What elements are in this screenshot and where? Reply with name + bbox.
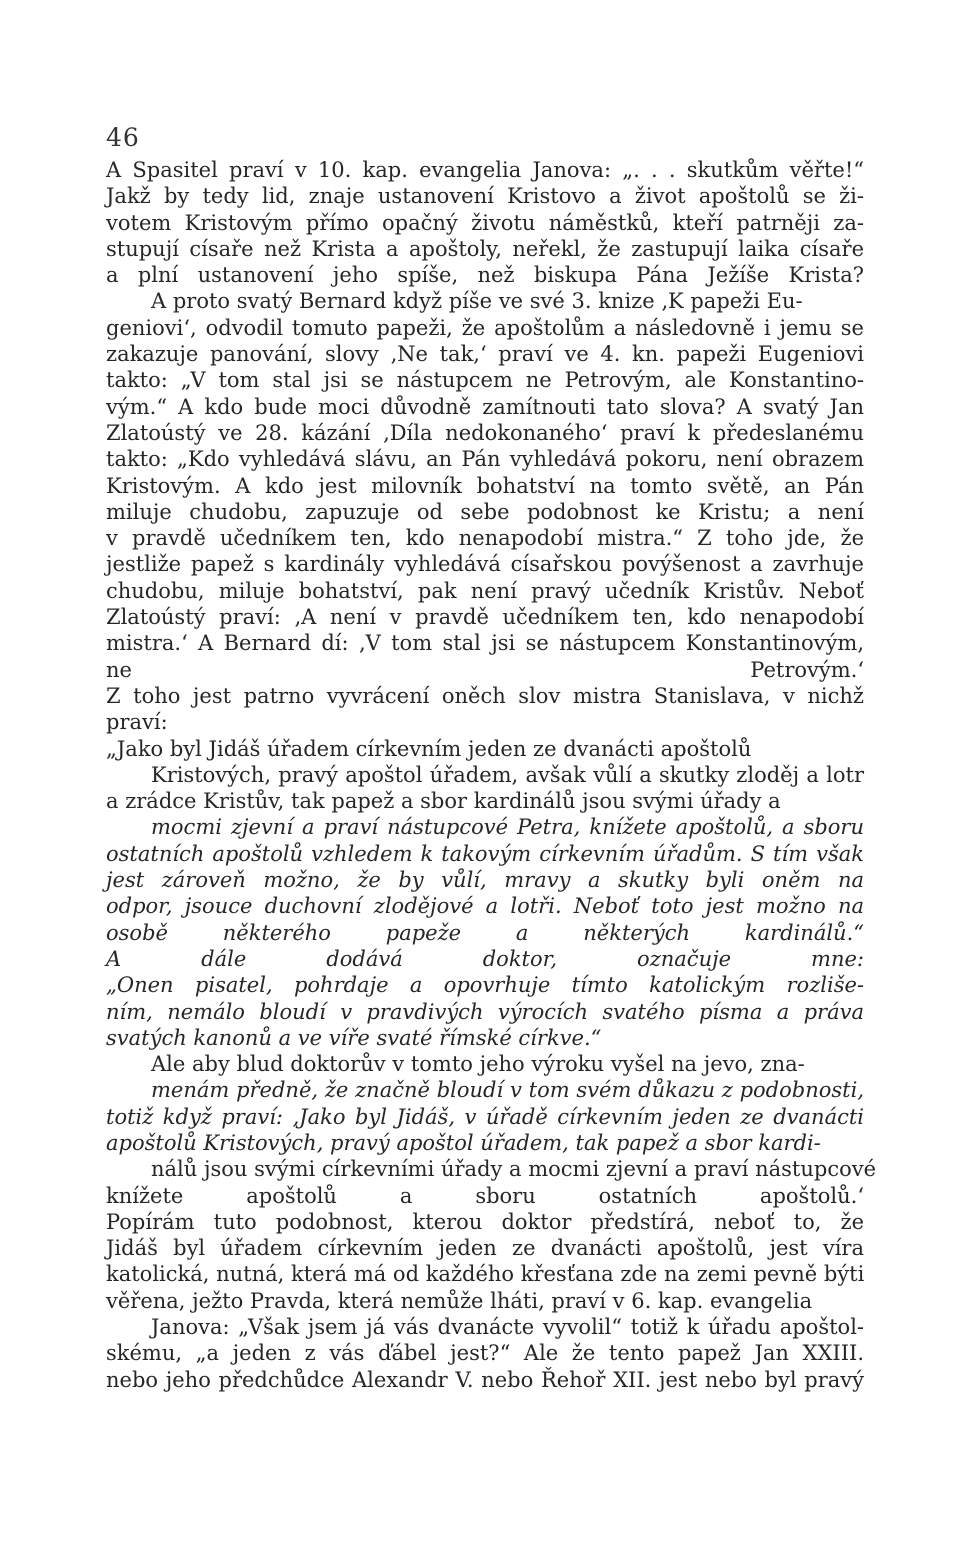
text-line: Zlatoústý praví: ‚A není v pravdě učedníkem ten, kdo nenapodobí (106, 605, 864, 630)
text-line: jest zároveň možno, že by vůlí, mravy a skutky byli oněm na (106, 868, 864, 893)
text-line (106, 1472, 864, 1498)
text-line: geniovi‘, odvodil tomuto papeži, že apoštolům a následovně i jemu se (106, 315, 864, 340)
text-line: Jakž by tedy lid, znaje ustanovení Kristovo a život apoštolů se ži- (106, 184, 864, 209)
text-line: Jidáš byl úřadem církevním jeden ze dvanácti apoštolů, jest víra (106, 1236, 864, 1261)
text-line: Kristovým. A kdo jest milovník bohatství na tomto světě, an Pán (106, 473, 864, 498)
text-line: ne Petrovým.‘ (106, 657, 864, 682)
text-line: chudobu, miluje bohatství, pak není pravý učedník Kristův. Neboť (106, 578, 864, 603)
text-line: Janova: „Však jsem já vás dvanácte vyvolil“ totiž k úřadu apoštol- (151, 1315, 864, 1340)
text-line: miluje chudobu, zapuzuje od sebe podobnost ke Kristu; a není (106, 499, 864, 524)
text-line: vým.“ A kdo bude moci důvodně zamítnouti tato slova? A svatý Jan (106, 394, 864, 419)
text-line: Kristových, pravý apoštol úřadem, avšak vůlí a skutky zloděj a lotr (151, 762, 864, 787)
text-line: takto: „Kdo vyhledává slávu, an Pán vyhledává pokoru, není obrazem (106, 447, 864, 472)
text-line: zakazuje panování, slovy ‚Ne tak,‘ praví ve 4. kn. papeži Eugeniovi (106, 342, 864, 367)
text-line: ním, nemálo bloudí v pravdivých výrocích svatého písma a práva (106, 999, 864, 1024)
text-line: svatých kanonů a ve víře svaté římské církve.“ (106, 1025, 602, 1050)
text-line: knížete apoštolů a sboru ostatních apoštolů.‘ (106, 1183, 864, 1208)
text-line (106, 1446, 864, 1472)
text-line: nebo jeho předchůdce Alexandr V. nebo Řehoř XII. jest nebo byl pravý (106, 1367, 864, 1392)
text-line: věřena, ježto Pravda, která nemůže lháti, praví v 6. kap. evangelia (106, 1288, 813, 1313)
text-line: Zlatoústý ve 28. kázání ‚Díla nedokonaného‘ praví k předeslanému (106, 420, 864, 445)
text-line (106, 1419, 864, 1445)
text-line: skému, „a jeden z vás ďábel jest?“ Ale že tento papež Jan XXIII. (106, 1341, 864, 1366)
text-line: „Onen pisatel, pohrdaje a opovrhuje tímto katolickým rozliše- (106, 973, 864, 998)
text-line: Ale aby blud doktorův v tomto jeho výroku vyšel na jevo, zna- (151, 1052, 805, 1077)
text-line: votem Kristovým přímo opačný životu náměstků, kteří patrněji za- (106, 210, 864, 235)
text-line: menám předně, že značně bloudí v tom svém důkazu z podobnosti, (151, 1078, 864, 1103)
text-line: totiž když praví: ‚Jako byl Jidáš, v úřadě církevním jeden ze dvanácti (106, 1104, 864, 1129)
text-line: mocmi zjevní a praví nástupcové Petra, knížete apoštolů, a sboru (151, 815, 864, 840)
text-line: Popírám tuto podobnost, kterou doktor předstírá, neboť to, že (106, 1209, 864, 1234)
text-line: odpor, jsouce duchovní zlodějové a lotři. Neboť toto jest možno na (106, 894, 864, 919)
text-line: a zrádce Kristův, tak papež a sbor kardinálů jsou svými úřady a (106, 789, 781, 814)
text-line: stupují císaře než Krista a apoštoly, neřekl, že zastupují laika císaře (106, 236, 864, 261)
page-number: 46 (106, 123, 140, 152)
text-line: v pravdě učedníkem ten, kdo nenapodobí mistra.“ Z toho jde, že (106, 526, 864, 551)
text-line: praví: (106, 710, 168, 735)
body-text (106, 157, 877, 1498)
text-line: A dále dodává doktor, označuje mne: (106, 946, 864, 971)
text-line: „Jako byl Jidáš úřadem církevním jeden ze dvanácti apoštolů (106, 736, 752, 761)
text-line: jestliže papež s kardinály vyhledává císařskou povýšenost a zavrhuje (106, 552, 864, 577)
text-line: katolická, nutná, která má od každého křesťana zde na zemi pevně býti (106, 1262, 865, 1287)
text-line: A proto svatý Bernard když píše ve své 3. knize ‚K papeži Eu- (151, 289, 803, 314)
text-line: mistra.‘ A Bernard dí: ‚V tom stal jsi se nástupcem Konstantinovým, (106, 631, 864, 656)
text-line: a plní ustanovení jeho spíše, než biskupa Pána Ježíše Krista? (106, 263, 864, 288)
text-line: Z toho jest patrno vyvrácení oněch slov mistra Stanislava, v nichž (106, 683, 864, 708)
text-line: ostatních apoštolů vzhledem k takovým církevním úřadům. S tím však (106, 841, 864, 866)
text-line: A Spasitel praví v 10. kap. evangelia Janova: „. . . skutkům věřte!“ (106, 158, 864, 182)
text-line (106, 1393, 864, 1419)
text-line: osobě některého papeže a některých kardinálů.“ (106, 920, 864, 945)
text-line: nálů jsou svými církevními úřady a mocmi zjevní a praví nástupcové (151, 1157, 877, 1182)
text-line: takto: „V tom stal jsi se nástupcem ne Petrovým, ale Konstantino- (106, 368, 864, 393)
text-line: apoštolů Kristových, pravý apoštol úřadem, tak papež a sbor kardi- (106, 1130, 821, 1155)
